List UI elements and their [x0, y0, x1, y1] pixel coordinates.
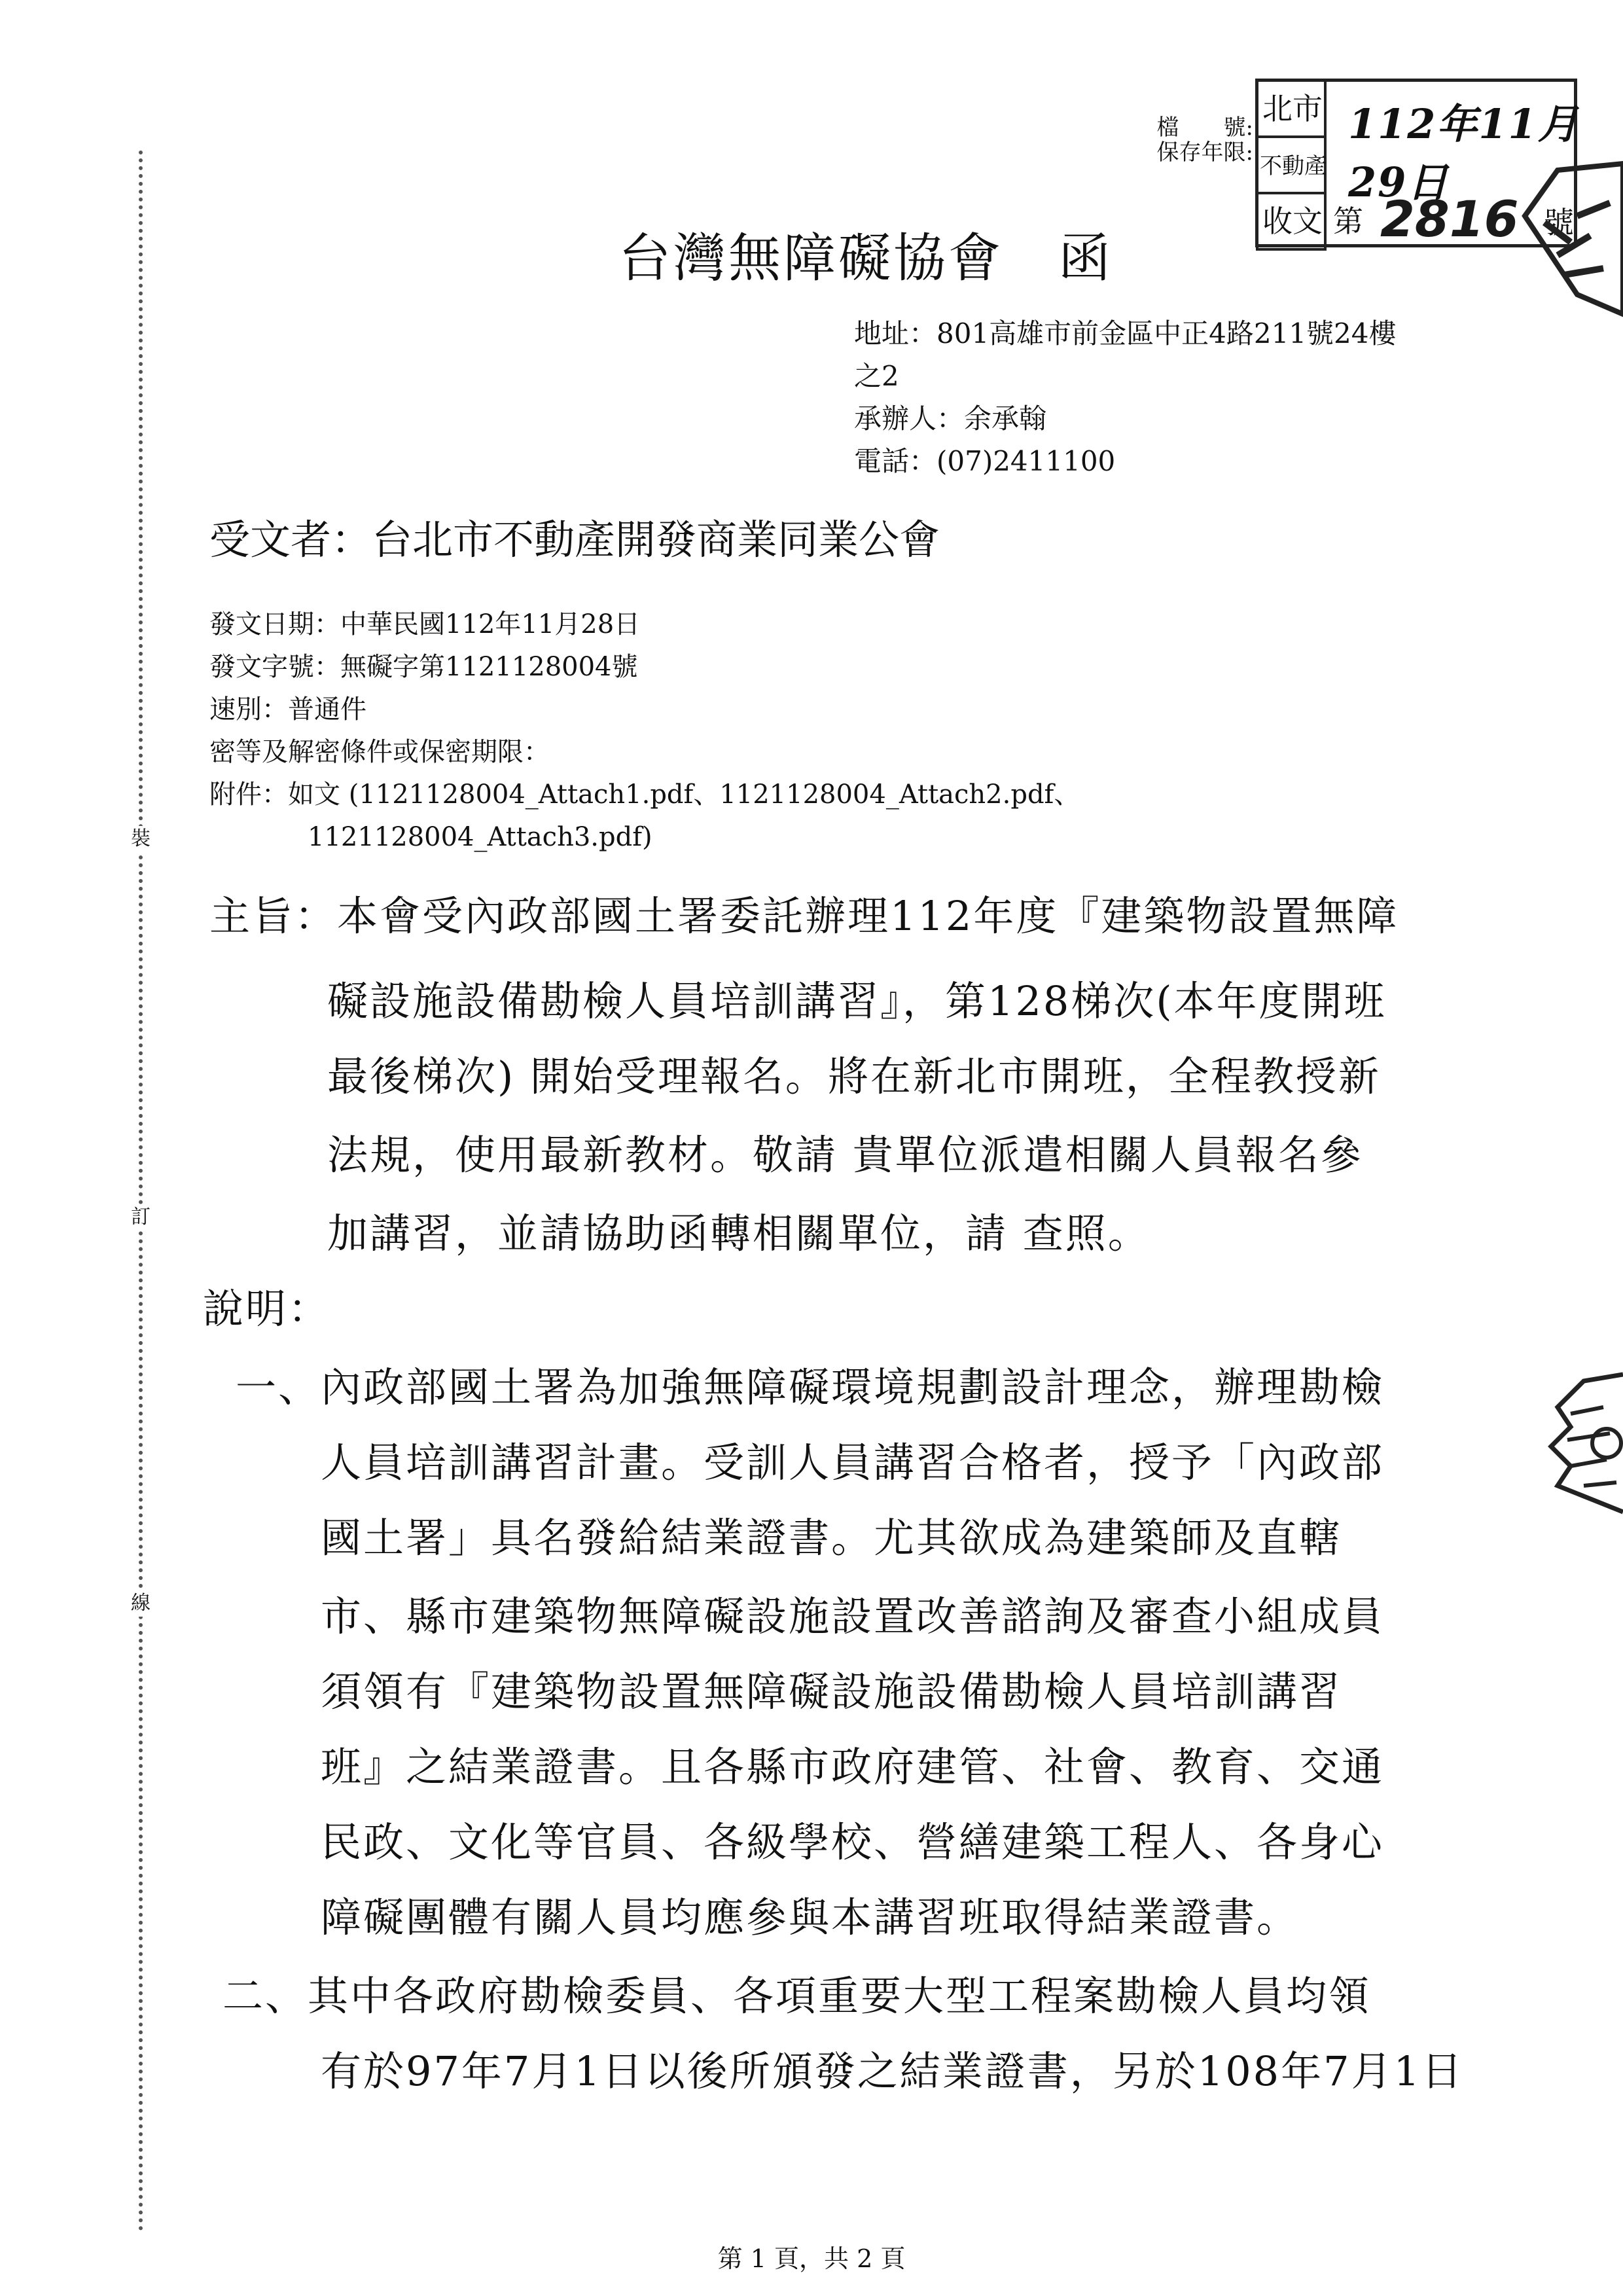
subject-line-2: 礙設施設備勘檢人員培訓講習』，第128梯次(本年度開班 [327, 977, 1387, 1025]
perforation-seal-icon [1544, 1368, 1623, 1518]
explanation-item1-line-7: 民政、文化等官員、各級學校、營繕建築工程人、各身心 [321, 1818, 1385, 1866]
explanation-item1-line-2: 人員培訓講習計畫。受訓人員講習合格者，授予「內政部 [321, 1439, 1385, 1486]
security-level: 密等及解密條件或保密期限： [209, 737, 550, 767]
stamp-number-prefix: 第 [1333, 204, 1363, 239]
org-title: 台灣無障礙協會 函 [618, 228, 1113, 289]
explanation-item1-line-8: 障礙團體有關人員均應參與本講習班取得結業證書。 [321, 1893, 1300, 1941]
subject-line-3: 最後梯次) 開始受理報名。將在新北市開班，全程教授新 [327, 1052, 1381, 1100]
document-number: 發文字號：無礙字第1121128004號 [209, 652, 638, 682]
binding-mark-xian: 線 [126, 1590, 156, 1617]
phone-number: 電話：(07)2411100 [854, 445, 1116, 477]
contact-person: 承辦人：余承翰 [854, 403, 1047, 435]
subject-line-4: 法規，使用最新教材。敬請 貴單位派遣相關人員報名參 [327, 1131, 1363, 1179]
explanation-item2-line-1: 二、其中各政府勘檢委員、各項重要大型工程案勘檢人員均領 [223, 1972, 1372, 2020]
file-no-label: 檔 號: [1156, 115, 1253, 141]
subject-line-5: 加講習，並請協助函轉相關單位，請 查照。 [327, 1210, 1150, 1257]
retention-label: 保存年限: [1156, 139, 1253, 166]
subject-line-1: 主旨：本會受內政部國土署委託辦理112年度『建築物設置無障 [209, 892, 1399, 940]
explanation-item1-line-5: 須領有『建築物設置無障礙設施設備勘檢人員培訓講習 [321, 1668, 1342, 1715]
binding-line [139, 151, 143, 2232]
delivery-speed: 速別：普通件 [209, 694, 366, 725]
stamp-number-suffix: 號 [1544, 205, 1574, 240]
binding-mark-zhuang: 裝 [126, 826, 156, 852]
stamp-department: 不動產 [1260, 153, 1327, 179]
stamp-city: 北市 [1262, 91, 1323, 126]
corner-seal-icon [1518, 157, 1623, 327]
stamp-receive: 收文 [1262, 204, 1323, 239]
page-footer: 第 1 頁，共 2 頁 [717, 2244, 906, 2273]
explanation-item1-line-3: 國土署」具名發給結業證書。尤其欲成為建築師及直轄 [321, 1514, 1342, 1562]
stamp-number: 2816 [1380, 190, 1519, 248]
attachments-line-1: 附件：如文 (1121128004_Attach1.pdf、1121128004_Attach2.pdf、 [209, 780, 1080, 810]
address-line-1: 地址：801高雄市前金區中正4路211號24樓 [854, 317, 1397, 350]
explanation-item1-line-4: 市、縣市建築物無障礙設施設置改善諮詢及審查小組成員 [321, 1592, 1385, 1640]
issue-date: 發文日期：中華民國112年11月28日 [209, 609, 641, 639]
explanation-heading: 說明： [203, 1285, 331, 1333]
explanation-item2-line-2: 有於97年7月1日以後所頒發之結業證書，另於108年7月1日 [321, 2047, 1465, 2095]
recipient: 受文者：台北市不動產開發商業同業公會 [209, 516, 940, 564]
binding-mark-ding: 訂 [126, 1204, 156, 1230]
stamp-date: 112年11月29日 [1348, 100, 1580, 206]
explanation-item1-line-1: 一、內政部國土署為加強無障礙環境規劃設計理念，辦理勘檢 [236, 1363, 1385, 1411]
explanation-item1-line-6: 班』之結業證書。且各縣市政府建管、社會、教育、交通 [321, 1743, 1385, 1791]
attachments-line-2: 1121128004_Attach3.pdf) [308, 822, 652, 852]
address-line-2: 之2 [854, 360, 899, 392]
